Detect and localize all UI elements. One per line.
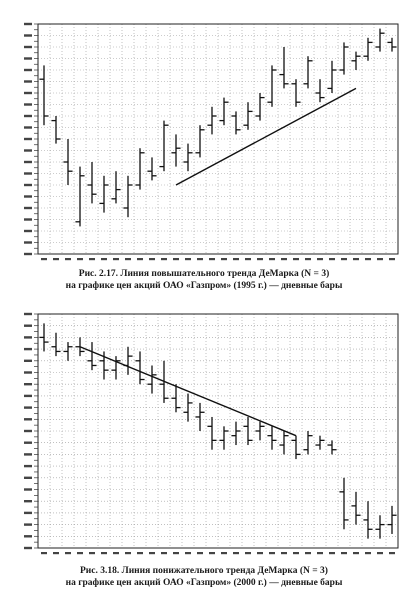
y-tick-label-mark — [24, 477, 32, 479]
y-axis-ticks — [24, 23, 38, 255]
ohlc-bar — [327, 61, 336, 93]
x-tick-label-mark — [353, 258, 359, 260]
x-tick-label-mark — [377, 258, 383, 260]
x-tick-label-mark — [245, 552, 251, 554]
ohlc-bar — [219, 426, 228, 449]
x-tick-label-mark — [173, 258, 179, 260]
ohlc-bar — [195, 125, 204, 157]
x-tick-label-mark — [221, 258, 227, 260]
demark-trendline — [80, 347, 296, 436]
x-tick-label-mark — [269, 258, 275, 260]
ohlc-bar — [351, 52, 360, 70]
ohlc-bar — [375, 29, 384, 52]
x-tick-label-mark — [113, 258, 119, 260]
x-tick-label-mark — [149, 258, 155, 260]
y-tick-label-mark — [24, 512, 32, 514]
y-tick-label-mark — [24, 138, 32, 140]
y-tick-label-mark — [24, 69, 32, 71]
y-tick-label-mark — [24, 149, 32, 151]
x-tick-label-mark — [317, 258, 323, 260]
x-axis-ticks — [41, 258, 395, 260]
x-tick-label-mark — [161, 552, 167, 554]
ohlc-bar — [135, 148, 144, 189]
ohlc-bar — [267, 426, 276, 449]
y-tick-label-mark — [24, 488, 32, 490]
x-tick-label-mark — [305, 258, 311, 260]
x-tick-label-mark — [281, 258, 287, 260]
y-tick-label-mark — [24, 253, 32, 255]
x-tick-label-mark — [365, 258, 371, 260]
y-tick-label-mark — [24, 360, 32, 362]
x-tick-label-mark — [125, 258, 131, 260]
x-tick-label-mark — [305, 552, 311, 554]
x-tick-label-mark — [377, 552, 383, 554]
ohlc-bar — [363, 501, 372, 538]
y-tick-label-mark — [24, 465, 32, 467]
figure-2 — [0, 300, 408, 599]
x-tick-label-mark — [233, 552, 239, 554]
x-tick-label-mark — [197, 552, 203, 554]
x-tick-label-mark — [101, 552, 107, 554]
ohlc-bar — [195, 403, 204, 431]
figure-1-caption-line-1: Рис. 2.17. Линия повышательного тренда ДеМарка (N = 3) — [78, 269, 330, 279]
ohlc-bar — [255, 93, 264, 121]
y-tick-label-mark — [24, 115, 32, 117]
ohlc-bar — [87, 342, 96, 370]
y-tick-label-mark — [24, 195, 32, 197]
x-tick-label-mark — [113, 552, 119, 554]
y-tick-label-mark — [24, 430, 32, 432]
ohlc-bar — [219, 98, 228, 126]
ohlc-bar — [207, 107, 216, 135]
y-tick-label-mark — [24, 371, 32, 373]
x-tick-label-mark — [77, 552, 83, 554]
x-tick-label-mark — [77, 258, 83, 260]
chart-1 — [0, 0, 408, 265]
y-tick-label-mark — [24, 523, 32, 525]
ohlc-bar — [267, 65, 276, 106]
figure-2-caption-line-1: Рис. 3.18. Линия понижательного тренда ДеМарка (N = 3) — [80, 566, 328, 576]
x-tick-label-mark — [281, 552, 287, 554]
y-tick-label-mark — [24, 395, 32, 397]
x-tick-label-mark — [185, 258, 191, 260]
y-tick-label-mark — [24, 348, 32, 350]
ohlc-bar — [387, 506, 396, 534]
y-tick-label-mark — [24, 336, 32, 338]
y-tick-label-mark — [24, 23, 32, 25]
y-tick-label-mark — [24, 547, 32, 549]
x-tick-label-mark — [365, 552, 371, 554]
y-tick-label-mark — [24, 453, 32, 455]
ohlc-bar — [315, 79, 324, 102]
figure-1-caption-line-2: на графике цен акций ОАО «Газпром» (1995 г.) — дневные бары — [65, 281, 343, 291]
figure-2-caption-line-2: на графике цен акций ОАО «Газпром» (2000 г.) — дневные бары — [65, 578, 343, 588]
x-tick-label-mark — [209, 258, 215, 260]
ohlc-bar — [63, 342, 72, 361]
ohlc-bar — [387, 38, 396, 52]
ohlc-bar — [159, 121, 168, 172]
x-tick-label-mark — [353, 552, 359, 554]
ohlc-bar — [291, 436, 300, 459]
x-tick-label-mark — [89, 552, 95, 554]
x-tick-label-mark — [53, 552, 59, 554]
figure-1-caption — [0, 268, 408, 292]
x-tick-label-mark — [161, 258, 167, 260]
ohlc-bar — [303, 56, 312, 88]
x-tick-label-mark — [185, 552, 191, 554]
x-tick-label-mark — [341, 258, 347, 260]
x-tick-label-mark — [101, 258, 107, 260]
x-tick-label-mark — [389, 552, 395, 554]
y-tick-label-mark — [24, 207, 32, 209]
ohlc-bar — [375, 515, 384, 538]
y-tick-label-mark — [24, 418, 32, 420]
ohlc-bar — [51, 116, 60, 144]
x-tick-label-mark — [257, 258, 263, 260]
x-tick-label-mark — [389, 258, 395, 260]
y-tick-label-mark — [24, 46, 32, 48]
x-tick-label-mark — [329, 258, 335, 260]
ohlc-bar — [231, 111, 240, 134]
x-tick-label-mark — [137, 552, 143, 554]
x-tick-label-mark — [149, 552, 155, 554]
y-tick-label-mark — [24, 241, 32, 243]
x-tick-label-mark — [317, 552, 323, 554]
ohlc-bar — [147, 365, 156, 393]
y-tick-label-mark — [24, 92, 32, 94]
y-tick-label-mark — [24, 161, 32, 163]
ohlc-bar — [111, 171, 120, 203]
y-tick-label-mark — [24, 80, 32, 82]
x-axis-ticks — [41, 552, 395, 554]
x-tick-label-mark — [245, 258, 251, 260]
x-tick-label-mark — [269, 552, 275, 554]
x-tick-label-mark — [65, 552, 71, 554]
ohlc-bar — [231, 422, 240, 445]
y-tick-label-mark — [24, 103, 32, 105]
ohlc-bar — [51, 333, 60, 356]
x-tick-label-mark — [173, 552, 179, 554]
y-tick-label-mark — [24, 442, 32, 444]
x-tick-label-mark — [125, 552, 131, 554]
x-tick-label-mark — [65, 258, 71, 260]
ohlc-bar — [39, 65, 48, 125]
ohlc-bar — [87, 162, 96, 203]
ohlc-bar — [183, 144, 192, 172]
x-tick-label-mark — [233, 258, 239, 260]
y-tick-label-mark — [24, 325, 32, 327]
ohlc-bar — [363, 38, 372, 61]
y-tick-label-mark — [24, 500, 32, 502]
x-tick-label-mark — [341, 552, 347, 554]
y-axis-ticks — [24, 313, 38, 549]
ohlc-bar — [207, 417, 216, 450]
ohlc-bar — [339, 478, 348, 529]
y-tick-label-mark — [24, 126, 32, 128]
y-tick-label-mark — [24, 313, 32, 315]
y-tick-label-mark — [24, 57, 32, 59]
ohlc-bar — [279, 47, 288, 88]
ohlc-bar — [135, 351, 144, 384]
x-tick-label-mark — [41, 258, 47, 260]
ohlc-bar — [147, 157, 156, 180]
x-tick-label-mark — [53, 258, 59, 260]
x-tick-label-mark — [209, 552, 215, 554]
x-tick-label-mark — [197, 258, 203, 260]
x-tick-label-mark — [257, 552, 263, 554]
ohlc-bar — [99, 176, 108, 213]
y-tick-label-mark — [24, 34, 32, 36]
x-tick-label-mark — [329, 552, 335, 554]
ohlc-bar — [351, 492, 360, 525]
x-tick-label-mark — [221, 552, 227, 554]
y-tick-label-mark — [24, 218, 32, 220]
x-tick-label-mark — [89, 258, 95, 260]
y-tick-label-mark — [24, 383, 32, 385]
x-tick-label-mark — [41, 552, 47, 554]
x-tick-label-mark — [293, 552, 299, 554]
y-tick-label-mark — [24, 535, 32, 537]
y-tick-label-mark — [24, 184, 32, 186]
y-tick-label-mark — [24, 172, 32, 174]
y-tick-label-mark — [24, 230, 32, 232]
chart-2 — [0, 300, 408, 562]
ohlc-bar — [171, 384, 180, 412]
x-tick-label-mark — [137, 258, 143, 260]
figure-2-caption — [0, 565, 408, 589]
x-tick-label-mark — [293, 258, 299, 260]
y-tick-label-mark — [24, 406, 32, 408]
